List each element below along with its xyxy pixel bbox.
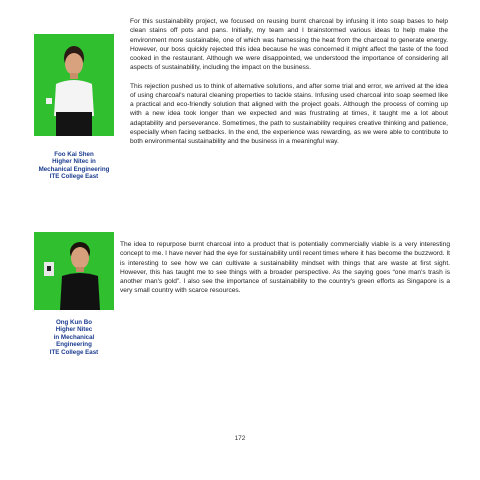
page-number: 172	[234, 435, 246, 442]
reflection-paragraph: This rejection pushed us to think of alternative solutions, and after some trial and error, we arrived at the idea of using charcoal's natural cleaning properties to tackle stains. Infusing used charcoal into soap seemed like a practical and eco-friendly solution that aligned with the project goals. Although the process of coming up with a new idea took longer than we expected and was frustrating at times, it taught me a lot about adaptability and perseverance. Sometimes, the path to sustainability requires creative thinking and patience, especially when facing setbacks. In the end, the experience was rewarding, as we were able to contribute to both environmental sustainability and the business in a meaningful way.	[130, 82, 448, 145]
student-photo-ong-kun-bo	[34, 232, 114, 310]
student-name: Foo Kai Shen	[54, 151, 94, 158]
student-course-line: Engineering	[56, 341, 92, 349]
student-profile-1	[28, 151, 120, 181]
student-course-line: Higher Nitec	[55, 326, 93, 334]
student-college: ITE College East	[49, 348, 99, 356]
person-portrait-icon	[34, 232, 114, 310]
person-portrait-icon	[34, 34, 114, 136]
student-course-line: in Mechanical	[53, 333, 95, 341]
student-reflection-2	[120, 240, 450, 305]
student-name: Ong Kun Bo	[55, 319, 93, 326]
reflection-paragraph: The idea to repurpose burnt charcoal into a product that is potentially commercially viable is a very interesting concept to me. I have never had the eye for sustainability until recent times where it has become the buzzword. It is interesting to see how we can cultivate a sustainability mindset with things that are waste at first sight. However, this has taught me to see things with a broader perspective. As the saying goes “one man's trash is another man's gold”. I also see the importance of sustainability to the country's green efforts as Singapore is a very small country with scarce resources.	[120, 241, 450, 295]
student-profile-2	[28, 319, 120, 356]
student-course-line: Mechanical Engineering	[38, 165, 110, 173]
reflection-paragraph: For this sustainability project, we focused on reusing burnt charcoal by infusing it into soap bases to help clean stains off pots and pans. Initially, my team and I brainstormed various ideas to help make the environment more sustainable, one of which was harnessing the heat from the charcoal to generate energy. However, our boss quickly rejected this idea because he was concerned it might affect the taste of the food cooked in the restaurant. Although we were disappointed, we understood the importance of considering all aspects of sustainability, including the impact on the business.	[130, 18, 448, 72]
student-college: ITE College East	[49, 173, 99, 181]
student-reflection-1	[130, 17, 448, 155]
student-photo-foo-kai-shen	[34, 34, 114, 136]
student-course-line: Higher Nitec in	[52, 158, 96, 166]
